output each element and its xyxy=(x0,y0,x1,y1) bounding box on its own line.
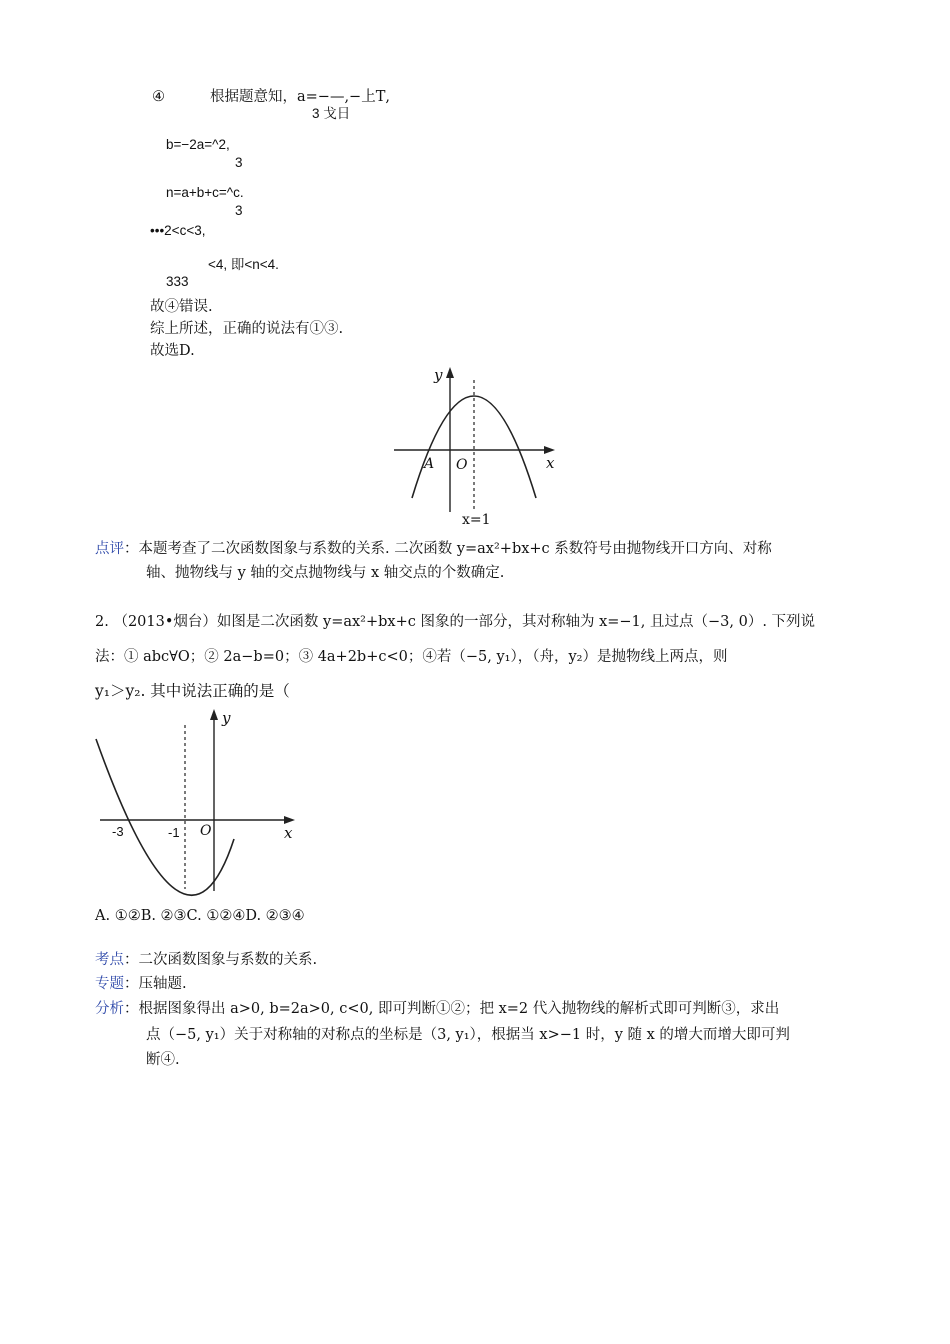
comment-colon: ： xyxy=(124,541,139,557)
y-axis-arrow xyxy=(446,367,454,378)
point-a-label: A xyxy=(424,456,435,472)
figure-parabola-up xyxy=(92,703,307,898)
zhuanti-label: 专题 xyxy=(95,976,124,992)
fenxi-line-2: 点（−5, y₁）关于对称轴的对称点的坐标是（3, y₁），根据当 x>−1 时，y 随 x 的增大而增大即可判 xyxy=(146,1027,790,1043)
question-line-2: 法：① abc∀O；② 2a−b=0；③ 4a+2b+c<0；④若（−5, y₁），（舟，y₂）是抛物线上两点，则 xyxy=(95,649,728,665)
x-label: x xyxy=(284,824,293,842)
fenxi-label: 分析 xyxy=(95,1001,124,1017)
item4-sub: 3 戈日 xyxy=(312,106,351,121)
tick-neg1-label: -1 xyxy=(168,825,180,840)
y-axis-arrow xyxy=(210,709,218,720)
zhuanti-colon: ： xyxy=(124,976,139,992)
question-line-3: y₁＞y₂. 其中说法正确的是（ xyxy=(95,682,290,700)
line-b-sub: 3 xyxy=(235,155,243,170)
x-label: x xyxy=(546,454,555,472)
kaodian-row xyxy=(95,951,317,969)
line-ineq-sub: 333 xyxy=(166,274,189,289)
comment-row-1 xyxy=(95,540,772,558)
x-axis-arrow xyxy=(284,816,295,824)
kaodian-label: 考点 xyxy=(95,952,124,968)
origin-label: O xyxy=(456,457,468,473)
comment-line-2: 轴、抛物线与 y 轴的交点抛物线与 x 轴交点的个数确定. xyxy=(146,565,505,581)
fenxi-colon: ： xyxy=(124,1001,139,1017)
line-c-range: •••2<c<3, xyxy=(150,223,206,238)
conclusion-summary: 综上所述，正确的说法有①③. xyxy=(150,321,344,337)
zhuanti-row xyxy=(95,975,187,993)
fenxi-line-1: 根据图象得出 a>0, b=2a>0, c<0, 即可判断①②；把 x=2 代入抛物线的解析式即可判断③，求出 xyxy=(138,1001,780,1017)
line-n-sub: 3 xyxy=(235,203,243,218)
origin-label: O xyxy=(200,823,212,839)
kaodian-text: 二次函数图象与系数的关系. xyxy=(138,952,318,968)
line-n: n=a+b+c=^c. xyxy=(166,185,244,200)
y-label: y xyxy=(434,366,443,384)
comment-line-1: 本题考查了二次函数图象与系数的关系. 二次函数 y=ax²+bx+c 系数符号由抛物线开口方向、对称 xyxy=(138,541,772,557)
question-line-1: 2. （2013•烟台）如图是二次函数 y=ax²+bx+c 图象的一部分，其对称轴为 x=−1, 且过点（−3, 0）. 下列说 xyxy=(95,614,816,630)
item4-text: 根据题意知，a=−—,−上Т, xyxy=(210,89,390,105)
comment-label: 点评 xyxy=(95,541,124,557)
fenxi-line-3: 断④. xyxy=(146,1052,180,1068)
tick-neg3-label: -3 xyxy=(112,824,124,839)
zhuanti-text: 压轴题. xyxy=(138,976,187,992)
line-b: b=−2a=^2, xyxy=(166,137,230,152)
answer-options: A. ①②B. ②③C. ①②④D. ②③④ xyxy=(95,908,305,924)
item4-marker: ④ xyxy=(152,89,165,105)
fenxi-row xyxy=(95,1000,779,1018)
conclusion-wrong: 故④错误. xyxy=(150,299,213,315)
figure-parabola-down xyxy=(390,362,565,527)
kaodian-colon: ： xyxy=(124,952,139,968)
conclusion-choice: 故选D. xyxy=(150,343,195,359)
y-label: y xyxy=(222,709,231,727)
x-axis-arrow xyxy=(544,446,555,454)
symmetry-axis-label: x=1 xyxy=(462,512,491,528)
line-ineq: <4, 即<n<4. xyxy=(208,257,279,272)
